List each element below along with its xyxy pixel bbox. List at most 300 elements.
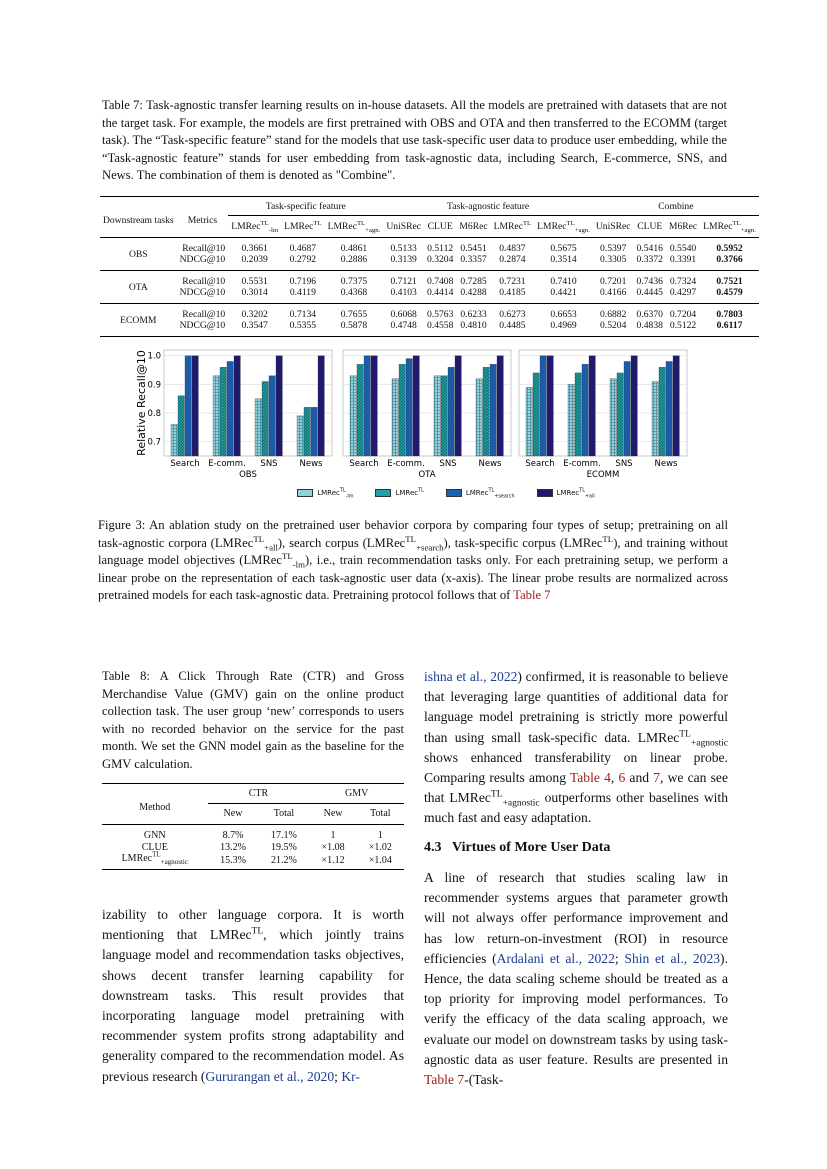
bar-lmrec-lm — [434, 376, 440, 456]
task-name: OTA — [128, 281, 148, 293]
col-m6rec — [456, 216, 490, 238]
left-text-1: izability to other language corpora. It is worth mentioning that LMRec — [102, 907, 404, 943]
ref-table6[interactable]: 6 — [618, 770, 626, 786]
table-cell: 0.5416 — [636, 243, 663, 254]
section-text-1: A line of research that studies scaling law in recommender systems argues that parameter growth will not always offer performance improvement and has low return-on-investment (ROI) in resource efficiencies ( — [424, 870, 728, 966]
col-label: LMRec — [493, 221, 523, 232]
x-tick-label: Search — [349, 459, 379, 469]
table-cell: 0.4414 — [427, 287, 454, 298]
table-cell: 0.7655 — [340, 309, 368, 320]
table-cell: 0.3514 — [550, 254, 577, 265]
sup-tl: TL — [679, 729, 691, 740]
bar-lmrec-lm — [568, 384, 574, 456]
table-cell: 0.3202 — [241, 309, 268, 320]
x-tick-label: News — [478, 459, 502, 469]
ref-table7-b[interactable]: Table 7 — [424, 1072, 465, 1088]
right-text-3: , we can see that LMRec — [424, 770, 729, 806]
bar-lmrec-lm — [476, 379, 482, 456]
col-clue — [634, 216, 666, 238]
col-sup: TL — [522, 219, 532, 227]
panel-title: ECOMM — [586, 470, 620, 480]
table-cell: 0.3391 — [669, 254, 697, 265]
table-cell: 15.3% — [220, 855, 246, 866]
sup-tl: TL — [253, 533, 265, 544]
bar-lmrecplus-search — [540, 356, 546, 456]
legend-label: LMRec$^{TL}_{-lm}$ — [317, 487, 354, 500]
bar-lmrec — [441, 376, 447, 456]
sub-search: +search — [416, 542, 444, 553]
table-cell: 0.5675 — [550, 243, 577, 254]
bar-lmrecplus-all — [631, 356, 637, 456]
ref-krishna-part2[interactable]: ishna et al., 2022 — [424, 669, 518, 684]
section-text-2: ). Hence, the data scaling scheme should be treated as a top priority for improving model performances. To verify the efficacy of the data scaling approach, we evaluate our model on downstream tasks by using task-agnostic data as user feature. Results are presented in — [424, 950, 728, 1067]
table-cell: 0.7231 — [499, 276, 526, 287]
bar-lmrecplus-search — [227, 361, 233, 456]
table-cell: 0.5397 — [600, 243, 627, 254]
table-cell: 0.7410 — [550, 276, 577, 287]
col-label: LMRec — [284, 221, 314, 232]
bar-lmrecplus-search — [185, 356, 191, 456]
table-cell: 0.7285 — [460, 276, 487, 287]
legend-sub: -lm — [345, 493, 354, 500]
bar-lmrec — [357, 364, 363, 456]
table-row — [100, 287, 759, 304]
metric-name: NDCG@10 — [179, 287, 226, 298]
method-label: CLUE — [141, 841, 168, 853]
col-label: CLUE — [637, 221, 663, 232]
figure3-label: Figure 3: — [98, 518, 146, 532]
bar-lmrec-lm — [652, 382, 658, 456]
bar-lmrec — [575, 373, 581, 456]
table-cell: 0.5531 — [241, 276, 268, 287]
section-heading — [424, 840, 728, 856]
bar-lmrecplus-search — [269, 376, 275, 456]
legend-sub: +search — [494, 493, 515, 500]
figure3-caption — [98, 517, 728, 605]
y-tick-label: 0.9 — [147, 380, 161, 391]
metric-name: Recall@10 — [182, 309, 226, 320]
col-sub: +agn. — [574, 226, 590, 234]
col-sup: TL — [313, 219, 322, 227]
bar-lmrecplus-all — [413, 356, 419, 456]
figure3-text-5: ), i.e., train recommendation tasks only. For each pretraining setup, we perform a linear probe on the representation of each task-agnostic user data (x-axis). The linear probe results are normalized across pretrained models for each task-agnostic data. Pretraining protocol follows that of — [98, 553, 728, 603]
table-cell: 0.5451 — [460, 243, 487, 254]
figure3-text-4: ), and training without language model objectives (LMRec — [98, 535, 729, 568]
col-sub: -lm — [268, 226, 279, 234]
x-tick-label: Search — [170, 459, 200, 469]
metric-name: Recall@10 — [182, 276, 226, 287]
section-title: Virtues of More User Data — [452, 840, 611, 855]
table-cell: 17.1% — [271, 830, 297, 841]
bar-lmrec-lm — [213, 376, 219, 456]
col-lmrec — [228, 216, 281, 238]
right-text-2: shows enhanced transferability on linear probe. Comparing results among — [424, 749, 728, 786]
sup-tl: TL — [602, 533, 614, 544]
table-row — [102, 842, 404, 854]
table-cell: 21.2% — [271, 855, 297, 866]
col-sup: TL — [260, 219, 269, 227]
right-text-1: ) confirmed, it is reasonable to believe that leveraging large quantities of additional data for language model pretraining is strictly more powerful than using small task-specific data. LMRec — [424, 669, 728, 745]
table-cell: 0.5355 — [289, 320, 317, 331]
sub-gmv-total: Total — [370, 807, 391, 819]
legend-label: LMRec$^{TL}_{+search}$ — [465, 487, 515, 500]
section-body — [424, 868, 728, 1090]
table-row — [100, 271, 759, 288]
bar-lmrecplus-all — [371, 356, 377, 456]
figure3-text-1: An ablation study on the pretrained user behavior corpora by comparing four types of setup; pretraining on all task-agnostic corpora (LMRec — [98, 518, 728, 550]
x-tick-label: News — [299, 459, 323, 469]
bar-lmrecplus-all — [547, 356, 553, 456]
bar-lmrec-lm — [610, 379, 616, 456]
legend-sub: +all — [584, 493, 595, 500]
right-column-text — [424, 667, 728, 829]
col-lmrec — [325, 216, 384, 238]
table-cell: 0.4687 — [289, 243, 317, 254]
col-label: LMRec — [231, 221, 261, 232]
col-label: UniSRec — [386, 221, 421, 232]
bar-lmrec-lm — [350, 376, 356, 456]
table-row — [100, 304, 759, 321]
legend-swatch — [446, 489, 462, 497]
table-cell: 0.5133 — [390, 243, 417, 254]
legend-label: LMRec$^{TL}$ — [395, 487, 424, 497]
table-cell: 0.3139 — [390, 254, 417, 265]
table-cell: 1 — [330, 830, 336, 841]
col-label: LMRec — [703, 221, 733, 232]
table-cell: 0.5763 — [427, 309, 454, 320]
left-column-text — [102, 905, 404, 1087]
head-method: Method — [139, 802, 171, 814]
bar-lmrecplus-all — [455, 356, 461, 456]
col-unisrec — [593, 216, 634, 238]
sub-lm: -lm — [292, 559, 305, 570]
bar-lmrec — [262, 382, 268, 456]
table-cell: 1 — [377, 830, 383, 841]
legend-swatch — [537, 489, 553, 497]
ref-krishna-part1[interactable]: Kr- — [341, 1068, 360, 1084]
right-text-4: outperforms other baselines with much fast and easy adaptation. — [424, 790, 729, 826]
table-cell: 0.3014 — [241, 287, 268, 298]
col-clue — [424, 216, 456, 238]
head-ctr: CTR — [208, 784, 310, 804]
table7-caption-label: Table 7: — [102, 98, 143, 112]
method-sub: +agnostic — [160, 858, 188, 866]
table-cell: 0.7803 — [716, 309, 743, 320]
table8-caption-label: Table 8: — [102, 669, 150, 683]
table-row — [100, 238, 759, 255]
method-sup: TL — [152, 850, 161, 859]
table-cell: 0.7324 — [669, 276, 697, 287]
col-unisrec — [383, 216, 424, 238]
col-lmrec — [534, 216, 593, 238]
table-cell: 0.3372 — [636, 254, 663, 265]
x-tick-label: News — [654, 459, 678, 469]
table-cell: 19.5% — [271, 841, 297, 853]
method-name — [102, 850, 208, 869]
ref-ardalani[interactable]: Ardalani et al., 2022 — [496, 950, 615, 966]
bar-lmrec-lm — [255, 399, 261, 456]
x-tick-label: E-comm. — [208, 459, 246, 469]
legend-entry — [375, 487, 423, 499]
figure3-legend — [296, 487, 596, 499]
table-cell: 0.7121 — [390, 276, 417, 287]
y-axis-label: Relative Recall@10 — [135, 350, 148, 456]
table-cell: 0.4748 — [390, 320, 417, 331]
table-cell: 0.5952 — [716, 243, 743, 254]
table8-caption — [102, 668, 404, 774]
table-cell: 0.5204 — [600, 320, 627, 331]
table-cell: 0.3357 — [460, 254, 487, 265]
col-label: UniSRec — [595, 221, 631, 232]
table-cell: 0.6233 — [460, 309, 487, 320]
col-label: M6Rec — [668, 221, 698, 232]
col-label: LMRec — [537, 221, 567, 232]
table-cell: 0.5878 — [340, 320, 368, 331]
sup-tl: TL — [281, 551, 293, 561]
bar-lmrec-lm — [526, 387, 532, 456]
bar-lmrecplus-all — [318, 356, 324, 456]
head-downstream: Downstream tasks — [103, 214, 174, 226]
figure3-table7-link[interactable]: Table 7 — [513, 588, 551, 603]
table7-caption — [102, 97, 727, 185]
table-cell: 0.4558 — [427, 320, 454, 331]
table-cell: 0.4297 — [669, 287, 697, 298]
table-cell: 0.4421 — [550, 287, 577, 298]
y-tick-label: 0.8 — [147, 409, 161, 420]
table8-caption-text: A Click Through Rate (CTR) and Gross Merchandise Value (GMV) gain on the online product collection task. The user group ‘new’ corresponds to users with no recorded behavior on the service for the past month. We set the GNN model gain as the baseline for the GMV calculation. — [102, 669, 405, 771]
group-combine: Combine — [593, 197, 759, 216]
panel-title: OTA — [418, 470, 436, 480]
table-cell: ×1.12 — [321, 855, 345, 866]
metric-name: NDCG@10 — [179, 254, 226, 265]
table-cell: 0.7436 — [636, 276, 663, 287]
ref-gururangan[interactable]: Gururangan et al., 2020 — [205, 1068, 335, 1084]
table-row — [102, 853, 404, 869]
sub-agnostic: +agnostic — [690, 738, 728, 749]
bar-lmrec-lm — [297, 416, 303, 456]
and: and — [625, 770, 654, 786]
bar-lmrecplus-all — [497, 356, 503, 456]
bar-lmrec-lm — [171, 424, 177, 456]
table-cell: 0.5540 — [669, 243, 697, 254]
bar-lmrecplus-search — [364, 356, 370, 456]
y-tick-label: 0.7 — [147, 437, 161, 448]
head-metrics: Metrics — [187, 214, 218, 226]
bar-lmrecplus-search — [311, 407, 317, 456]
table-cell: 0.7408 — [427, 276, 454, 287]
bar-lmrecplus-search — [490, 364, 496, 456]
sub-agnostic: +agnostic — [502, 798, 540, 809]
table-cell: 0.7375 — [340, 276, 368, 287]
table-cell: 0.4288 — [460, 287, 487, 298]
col-sub: +agn. — [740, 226, 756, 234]
table-cell: 0.4103 — [390, 287, 417, 298]
bar-lmrecplus-search — [624, 361, 630, 456]
ref-table4[interactable]: Table 4 — [569, 770, 611, 786]
table-cell: 0.3661 — [241, 243, 268, 254]
figure3-svg — [133, 346, 703, 506]
col-label: LMRec — [327, 221, 357, 232]
table-cell: 0.4166 — [600, 287, 627, 298]
figure3-text-3: ), task-specific corpus (LMRec — [443, 535, 603, 550]
col-label: CLUE — [427, 221, 453, 232]
table-cell: 0.4445 — [636, 287, 663, 298]
bar-lmrecplus-search — [582, 364, 588, 456]
table-cell: 0.6882 — [600, 309, 627, 320]
table-cell: 0.4837 — [499, 243, 526, 254]
comma: , — [610, 770, 619, 786]
x-tick-label: SNS — [260, 459, 278, 469]
table-cell: 8.7% — [222, 830, 244, 841]
table-cell: 0.4969 — [550, 320, 577, 331]
table-cell: 0.6273 — [499, 309, 526, 320]
table-cell: 0.7201 — [600, 276, 627, 287]
bar-lmrecplus-all — [234, 356, 240, 456]
panel-title: OBS — [239, 470, 257, 480]
table-cell: 13.2% — [220, 841, 246, 853]
legend-label: LMRec$^{TL}_{+all}$ — [556, 487, 595, 500]
table-row — [100, 320, 759, 337]
sub-ctr-new: New — [223, 807, 243, 819]
table-cell: 0.3547 — [241, 320, 268, 331]
table-cell: 0.5112 — [427, 243, 454, 254]
table-cell: 0.4185 — [499, 287, 526, 298]
group-agnostic: Task-agnostic feature — [383, 197, 593, 216]
table-cell: 0.7196 — [289, 276, 317, 287]
sup-tl: TL — [490, 789, 503, 800]
sub-gmv-new: New — [323, 807, 343, 819]
legend-entry — [297, 487, 353, 499]
legend-sup: TL — [339, 487, 346, 494]
table-cell: 0.3766 — [716, 254, 743, 265]
group-specific: Task-specific feature — [228, 197, 383, 216]
table-cell: ×1.08 — [321, 841, 345, 853]
sub-ctr-total: Total — [273, 807, 295, 819]
table7 — [100, 196, 759, 337]
table-cell: 0.4119 — [289, 287, 316, 298]
section-text-3: -(Task- — [464, 1072, 504, 1088]
table-cell: 0.2874 — [499, 254, 526, 265]
task-name: OBS — [128, 248, 148, 260]
col-lmrec — [700, 216, 759, 238]
table-cell: 0.6068 — [390, 309, 417, 320]
col-sup: TL — [356, 219, 366, 227]
table-cell: 0.4861 — [340, 243, 368, 254]
table-cell: 0.6653 — [550, 309, 577, 320]
table-cell: 0.3204 — [427, 254, 454, 265]
bar-lmrec — [178, 396, 184, 456]
bar-lmrecplus-search — [406, 359, 412, 456]
bar-lmrec — [220, 367, 226, 456]
y-tick-label: 1.0 — [147, 351, 161, 362]
bar-lmrecplus-all — [192, 356, 198, 456]
section-number: 4.3 — [424, 840, 442, 855]
legend-entry — [537, 487, 595, 499]
x-tick-label: Search — [525, 459, 555, 469]
bar-lmrec — [617, 373, 623, 456]
figure3-chart — [133, 346, 703, 506]
legend-sup: TL — [418, 487, 424, 494]
col-lmrec — [491, 216, 535, 238]
semi: ; — [614, 950, 625, 966]
bar-lmrec — [399, 364, 405, 456]
bar-lmrec-lm — [392, 379, 398, 456]
table-cell: 0.4368 — [340, 287, 368, 298]
legend-swatch — [375, 489, 391, 497]
ref-table7[interactable]: 7 — [653, 770, 661, 786]
table-cell: 0.7134 — [289, 309, 317, 320]
col-sup: TL — [566, 219, 575, 227]
table-cell: 0.7521 — [716, 276, 743, 287]
col-m6rec — [666, 216, 700, 238]
figure3-text-2: ), search corpus (LMRec — [277, 535, 406, 550]
method-name — [102, 825, 208, 842]
legend-sup: TL — [579, 487, 585, 494]
method-label: GNN — [143, 830, 166, 841]
legend-sup: TL — [488, 487, 495, 494]
table-cell: 0.6117 — [716, 320, 743, 331]
table-cell: ×1.04 — [368, 855, 392, 866]
col-sup: TL — [732, 219, 741, 227]
table-cell: 0.7204 — [669, 309, 697, 320]
bar-lmrecplus-all — [589, 356, 595, 456]
table-cell: 0.4579 — [716, 287, 743, 298]
table-cell: 0.2792 — [289, 254, 317, 265]
head-gmv: GMV — [309, 784, 404, 804]
bar-lmrecplus-all — [673, 356, 679, 456]
sub-all: +all — [264, 542, 278, 553]
col-sub: +agn. — [365, 226, 381, 234]
table-cell: 0.5122 — [669, 320, 697, 331]
bar-lmrec — [483, 367, 489, 456]
col-lmrec — [281, 216, 325, 238]
table-cell: 0.3305 — [600, 254, 627, 265]
table-row — [102, 825, 404, 842]
sep: ; — [334, 1068, 342, 1084]
table-cell: 0.6370 — [636, 309, 663, 320]
task-name: ECOMM — [120, 314, 157, 326]
table-row — [100, 254, 759, 271]
table-cell: 0.4810 — [460, 320, 487, 331]
ref-shin[interactable]: Shin et al., 2023 — [624, 950, 721, 966]
col-label: M6Rec — [459, 221, 488, 232]
bar-lmrec — [304, 407, 310, 456]
sup-tl: TL — [405, 533, 417, 544]
bar-lmrecplus-search — [448, 367, 454, 456]
method-label: LMRec — [121, 853, 153, 864]
table-cell: 0.2039 — [241, 254, 268, 265]
legend-entry — [446, 487, 515, 499]
x-tick-label: SNS — [615, 459, 633, 469]
left-text-2: , which jointly trains language model and recommendation tasks objectives, shows decent transfer learning capability for downstream tasks. This result provides that incorporating language model pretraining with recommender system profits strong adaptability and generality compared to the recommendation model. As previous research ( — [102, 927, 404, 1084]
x-tick-label: E-comm. — [387, 459, 425, 469]
bar-lmrecplus-search — [666, 361, 672, 456]
table-cell: 0.4485 — [499, 320, 526, 331]
sup-tl: TL — [251, 926, 264, 937]
bar-lmrec — [533, 373, 539, 456]
x-tick-label: E-comm. — [563, 459, 601, 469]
metric-name: Recall@10 — [182, 243, 226, 254]
table8 — [102, 783, 404, 870]
table-cell: 0.2886 — [340, 254, 368, 265]
metric-name: NDCG@10 — [179, 320, 226, 331]
legend-swatch — [297, 489, 313, 497]
table-cell: ×1.02 — [368, 841, 392, 853]
bar-lmrec — [659, 367, 665, 456]
bar-lmrecplus-all — [276, 356, 282, 456]
x-tick-label: SNS — [439, 459, 457, 469]
table7-caption-text: Task-agnostic transfer learning results on in-house datasets. All the models are pretrained with datasets that are not the target task. For example, the models are first pretrained with OBS and OTA and then transferred to the ECOMM (target task). The “Task-specific feature” stand for the models that use task-specific user data to produce user embedding, while the “Task-agnostic feature” stands for user embedding from task-agnostic data, including Search, E-commerce, SNS, and News. The combination of them is denoted as "Combine". — [102, 98, 728, 183]
